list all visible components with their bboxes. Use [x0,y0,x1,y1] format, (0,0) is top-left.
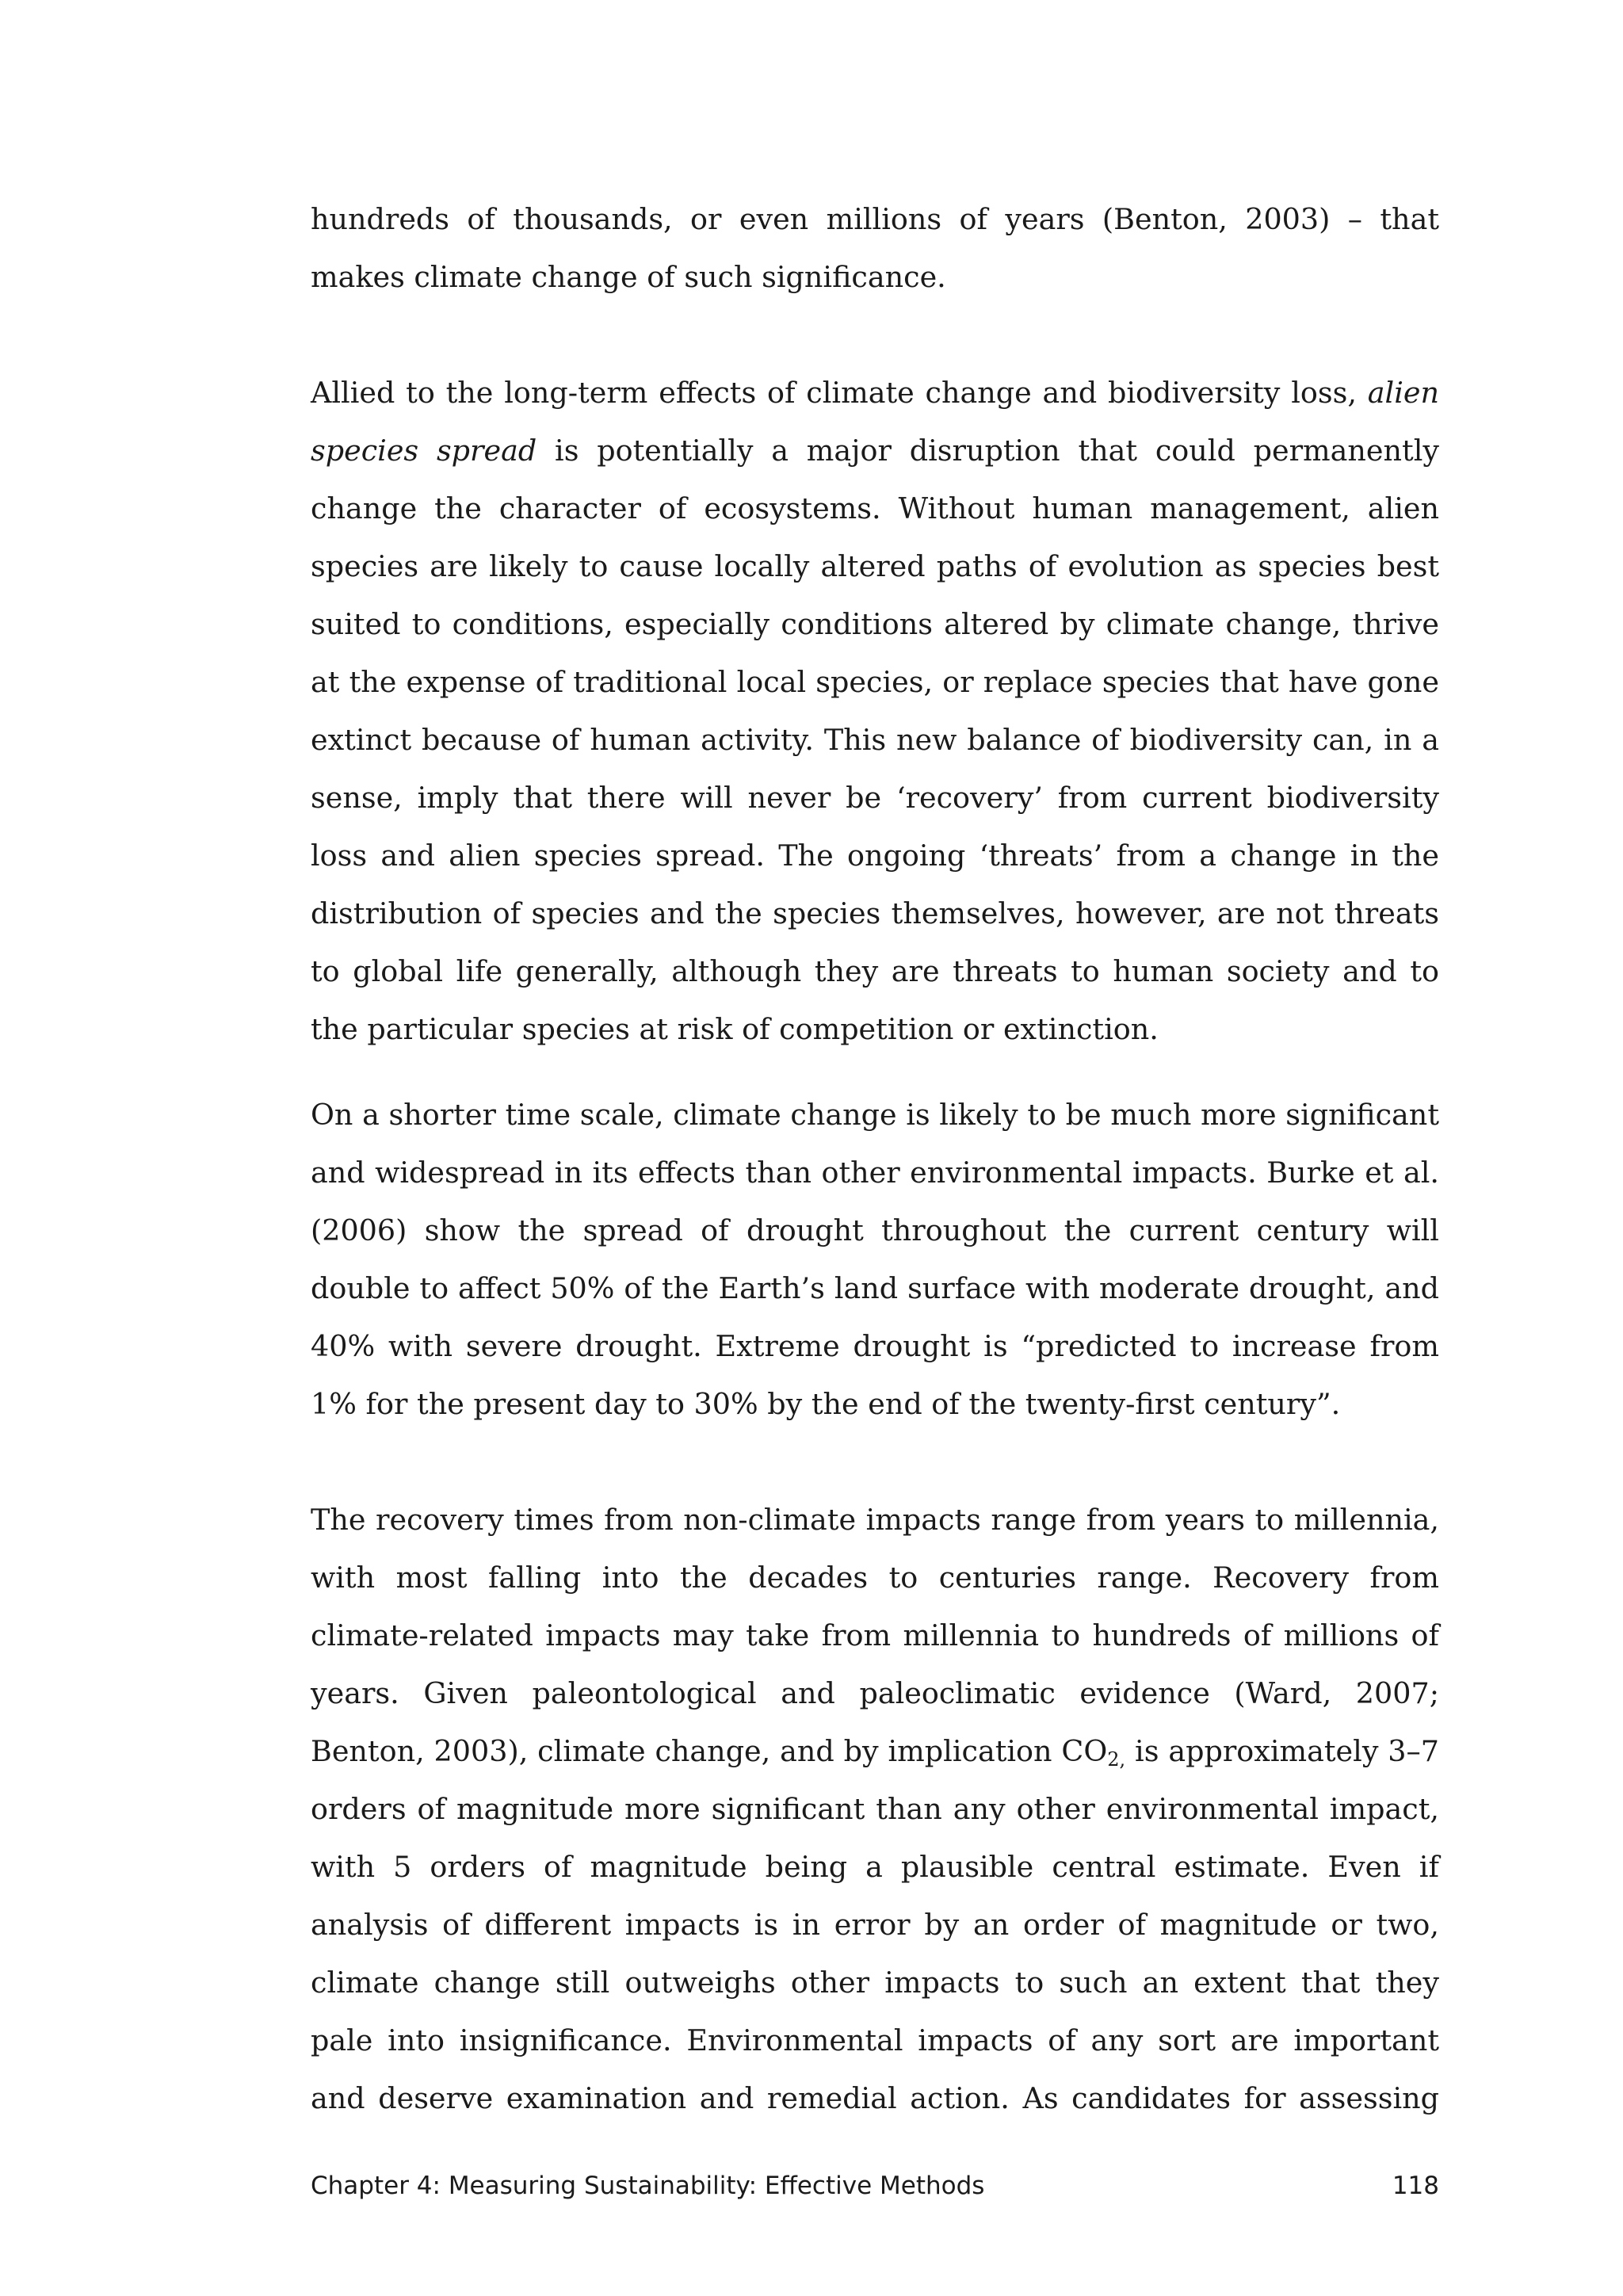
paragraph-recovery-lead: The recovery times from non-climate impacts range from years to millennia, with most falling into the decades to centuries range. Recovery from climate-related impacts may take from millennia to hundreds of millions of years. Given paleontological and paleoclimatic evidence (Ward, 2007; Benton, 2003), climate change, and by implication CO [311,1503,1439,1768]
paragraph-alien-species [311,364,1439,1058]
paragraph-alien-species-lead: Allied to the long-term effects of climate change and biodiversity loss, [311,376,1368,410]
paragraph-drought: On a shorter time scale, climate change is likely to be much more significant and widespread in its effects than other environmental impacts. Burke et al. (2006) show the spread of drought throughout the current century will double to affect 50% of the Earth’s land surface with moderate drought, and 40% with severe drought. Extreme drought is “predicted to increase from 1% for the present day to 30% by the end of the twenty-first century”. [311,1098,1439,1421]
paragraph-alien-species-body: is potentially a major disruption that could permanently change the character of ecosystems. Without human management, alien species are likely to cause locally altered paths of evolution as species best suited to conditions, especially conditions altered by climate change, thrive at the expense of traditional local species, or replace species that have gone extinct because of human activity. This new balance of biodiversity can, in a sense, imply that there will never be ‘recovery’ from current biodiversity loss and alien species spread. The ongoing ‘threats’ from a change in the distribution of species and the species themselves, however, are not threats to global life generally, although they are threats to human society and to the particular species at risk of competition or extinction. [311,434,1439,1046]
paragraph-recovery-body: is approximately 3–7 orders of magnitude more significant than any other environmental impact, with 5 orders of magnitude being a plausible central estimate. Even if analysis of different impacts is in error by an order of magnitude or two, climate change still outweighs other impacts to such an extent that they pale into insignificance. Environmental impacts of any sort are important and deserve examination and remedial action. As candidates for assessing [311,1734,1440,2115]
page-footer [311,2172,1439,2200]
page-body [311,190,1439,2127]
paragraph-continuation: hundreds of thousands, or even millions of years (Benton, 2003) – that makes climate change of such significance. [311,202,1439,294]
paragraph-recovery-times [311,1491,1439,2127]
footer-chapter-title: Chapter 4: Measuring Sustainability: Effective Methods [311,2172,985,2200]
co2-subscript: 2, [1107,1748,1126,1771]
alien-species-spread-term: alien species spread [311,376,1439,468]
footer-page-number: 118 [1392,2172,1439,2200]
